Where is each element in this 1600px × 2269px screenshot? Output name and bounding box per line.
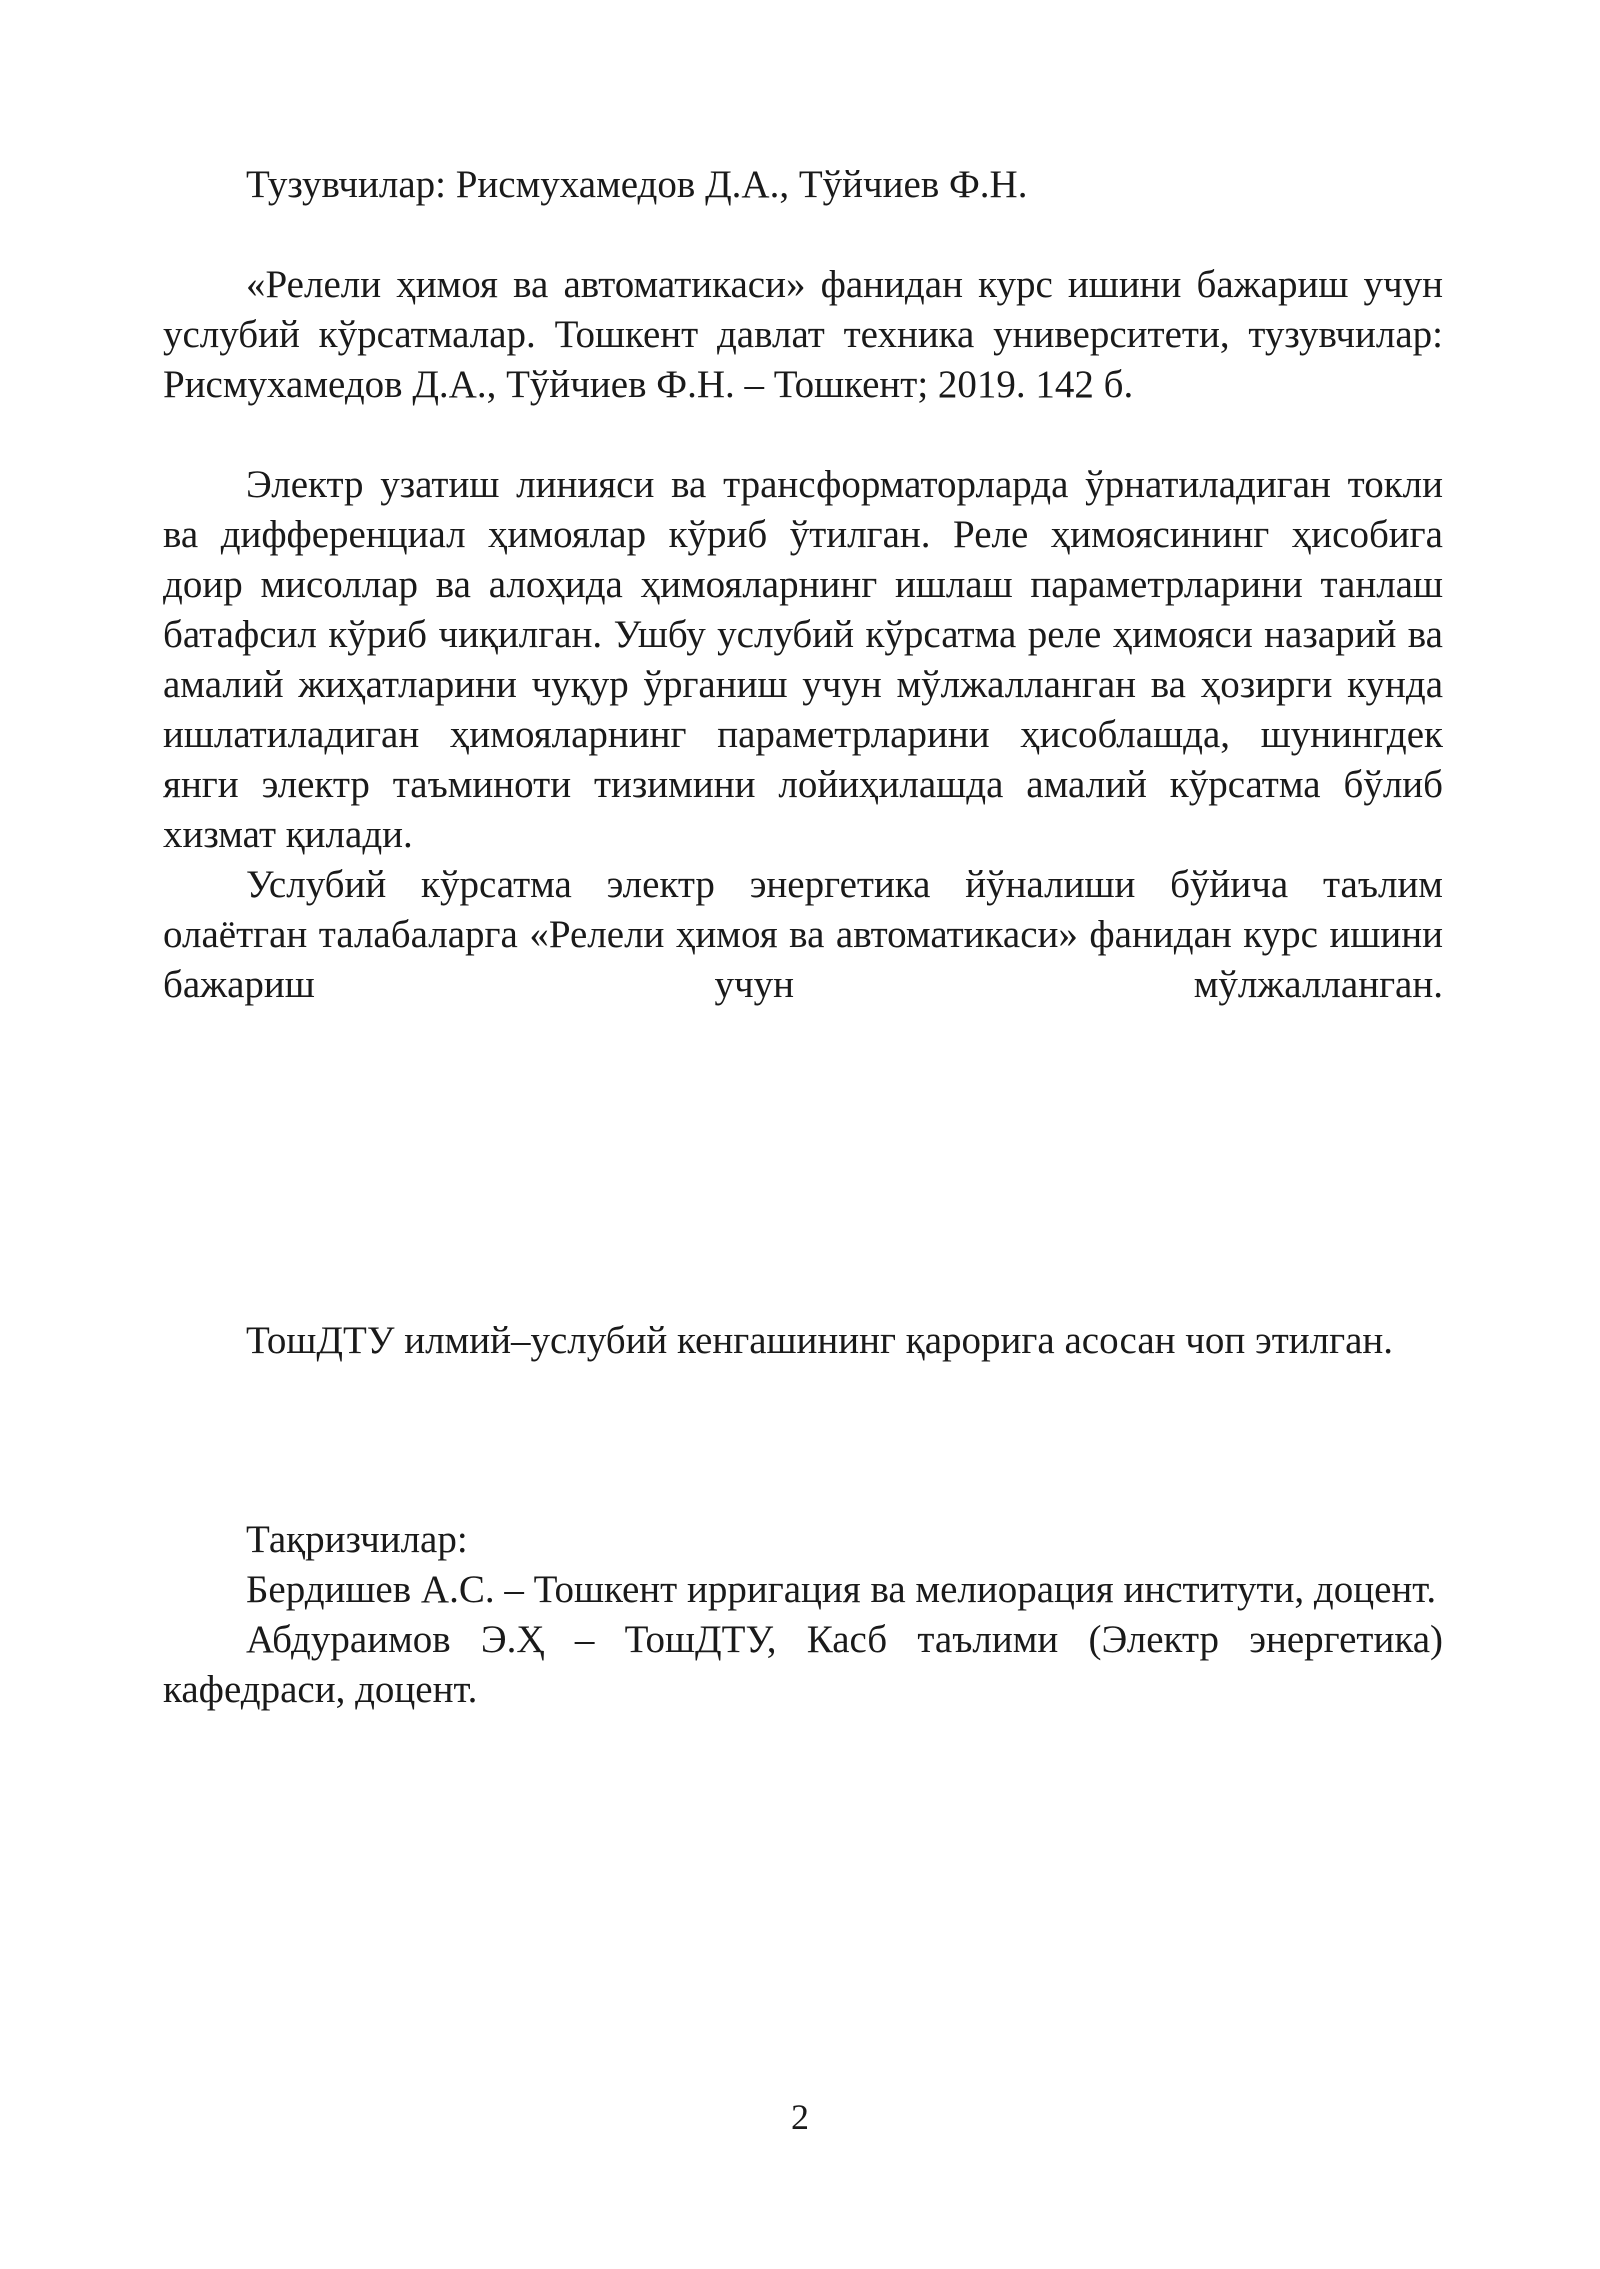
reviewer-entry: Бердишев А.С. – Тошкент ирригация ва мелиорация институти, доцент. (246, 1568, 1437, 1611)
citation-paragraph: «Релели ҳимоя ва автоматикаси» фанидан курс ишини бажариш учун услубий кўрсатмалар. Тошкент давлат техника университети, тузувчилар: Рисмухамедов Д.А., Тўйчиев Ф.Н. – Тошкент; 2019. 142 б. (163, 263, 1443, 406)
reviewers-section (163, 1515, 1443, 1715)
annotation-paragraph: Электр узатиш линияси ва трансформаторларда ўрнатиладиган токли ва дифференциал ҳимоялар кўриб ўтилган. Реле ҳимоясининг ҳисобига доир мисоллар ва алоҳида ҳимояларнинг ишлаш параметрларини танлаш батафсил кўриб чиқилган. Ушбу услубий кўрсатма реле ҳимояси назарий ва амалий жиҳатларини чуқур ўрганиш учун мўлжалланган ва ҳозирги кунда ишлатиладиган ҳимояларнинг параметрларини ҳисоблашда, шунингдек янги электр таъминоти тизимини лойиҳилашда амалий кўрсатма бўлиб хизмат қилади. (163, 463, 1443, 856)
document-body (163, 160, 1443, 1010)
annotation-paragraph: Услубий кўрсатма электр энергетика йўналиши бўйича таълим олаётган талабаларга «Релели ҳимоя ва автоматикаси» фанидан курс ишини бажариш учун мўлжалланган. (163, 863, 1443, 1006)
authors-line: Тузувчилар: Рисмухамедов Д.А., Тўйчиев Ф.Н. (246, 163, 1028, 206)
approval-note (163, 1316, 1443, 1366)
reviewers-heading: Тақризчилар: (246, 1518, 468, 1561)
page-number: 2 (791, 2097, 809, 2137)
approval-paragraph: ТошДТУ илмий–услубий кенгашининг қарорига асосан чоп этилган. (246, 1319, 1394, 1362)
reviewer-entry: Абдураимов Э.Ҳ – ТошДТУ, Касб таълими (Электр энергетика) кафедраси, доцент. (163, 1618, 1443, 1711)
